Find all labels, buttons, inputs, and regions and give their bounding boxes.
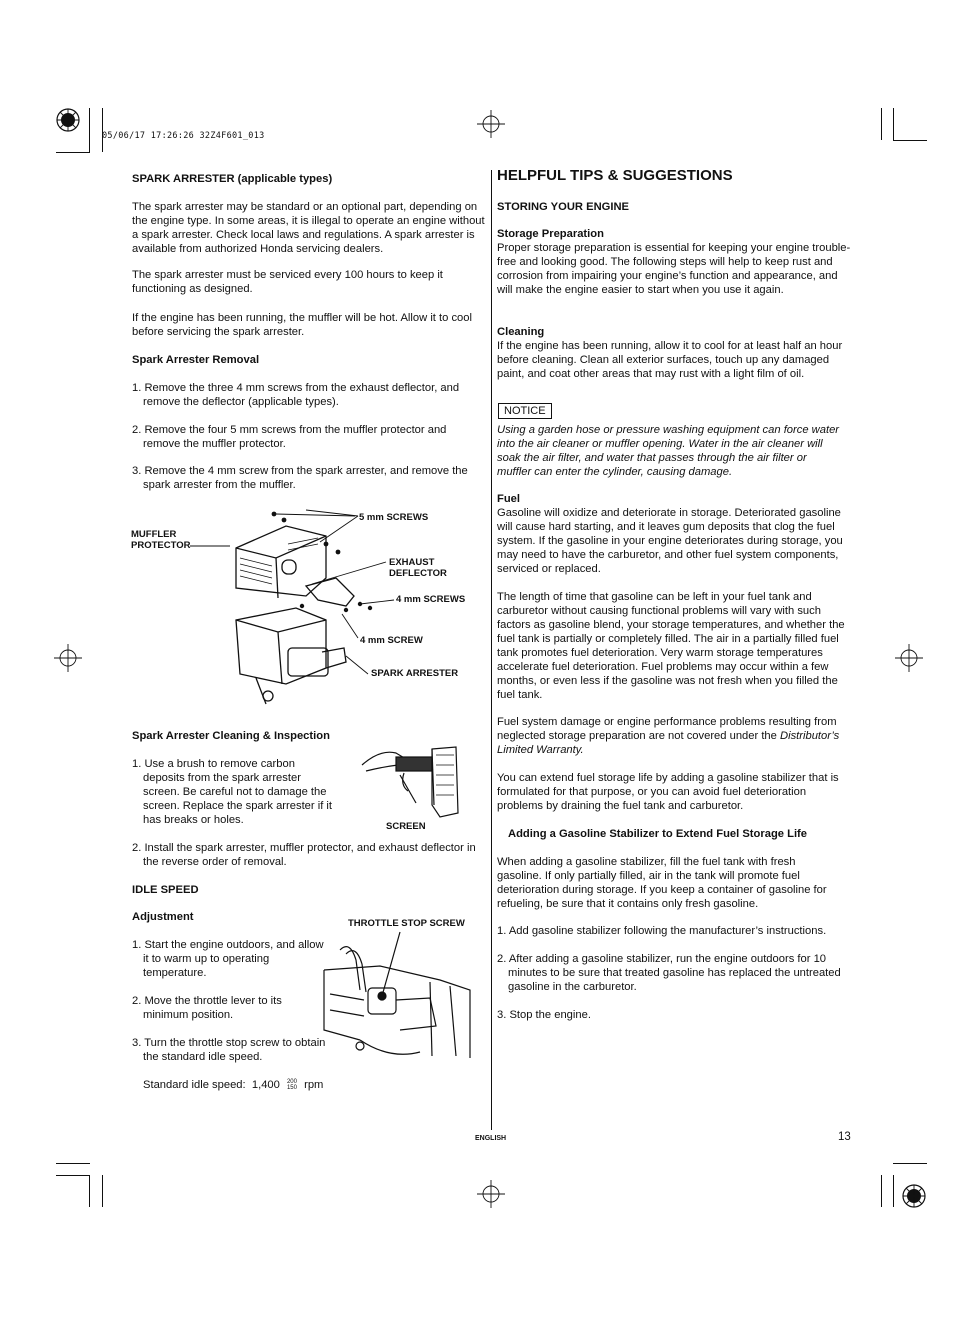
idle-tolerance-plus: 200: [286, 1079, 297, 1086]
fuel-para-1: Gasoline will oxidize and deteriorate in storage. Deteriorated gasoline will cause hard starting, and it leaves gum deposits that clog the fuel system. If the gasoline in your engine deteriorates during storage, you may need to have the carburetor, and other fuel system components, serviced or replaced.: [497, 507, 843, 575]
stabilizer-step-2: 2. After adding a gasoline stabilizer, run the engine outdoors for 10 minutes to be sure that treated gasoline has replaced the untreated gasoline in the carburetor.: [497, 953, 841, 993]
crop-mark: [56, 1175, 90, 1176]
idle-spec-label: Standard idle speed:: [143, 1079, 246, 1091]
cleaning-inspection-heading: Spark Arrester Cleaning & Inspection: [132, 730, 330, 742]
crop-mark: [56, 152, 90, 153]
page-number: 13: [838, 1131, 851, 1143]
crop-mark: [893, 1175, 894, 1207]
idle-spec-unit: rpm: [304, 1079, 324, 1091]
cleaning-step-2: 2. Install the spark arrester, muffler protector, and exhaust deflector in the reverse order of removal.: [132, 842, 476, 868]
brush-screen-illustration: [360, 745, 460, 820]
label-screen: SCREEN: [386, 821, 426, 832]
crosshair-mark-icon: [477, 1180, 505, 1208]
cleaning-heading: Cleaning: [497, 326, 545, 338]
crosshair-mark-icon: [895, 644, 923, 672]
idle-step-1: 1. Start the engine outdoors, and allow it to warm up to operating temperature.: [132, 939, 324, 979]
idle-speed-spec: [143, 1078, 323, 1092]
spark-arrester-para-1: The spark arrester may be standard or an optional part, depending on the engine type. In some areas, it is illegal to operate an engine without a spark arrester. Check local laws and regulations. A spark arrester is available from authorized Honda servicing dealers.: [132, 201, 485, 255]
sunburst-mark-icon: [56, 108, 80, 132]
crop-mark: [102, 1175, 103, 1207]
idle-tolerance: [287, 1079, 297, 1091]
notice-text: Using a garden hose or pressure washing equipment can force water into the air cleaner or muffler opening. Water in the air cleaner will soak the air filter, and water that passes through the air filter or muffler can enter the cylinder, causing damage.: [497, 424, 840, 478]
fuel-para-3-text: Fuel system damage or engine performance problems resulting from neglected storage preparation are not covered under the: [497, 716, 837, 742]
removal-step-1: 1. Remove the three 4 mm screws from the exhaust deflector, and remove the deflector (applicable types).: [132, 382, 460, 408]
label-4mm-screw: 4 mm SCREW: [360, 635, 423, 646]
adjustment-heading: Adjustment: [132, 911, 194, 923]
cleaning-step-1: 1. Use a brush to remove carbon deposits from the spark arrester screen. Be careful not to damage the screen. Replace the spark arrester if it has breaks or holes.: [132, 758, 333, 826]
carburetor-illustration: [320, 930, 475, 1060]
crop-mark: [89, 1175, 90, 1207]
label-5mm-screws: 5 mm SCREWS: [359, 512, 429, 523]
spark-arrester-para-2: The spark arrester must be serviced every 100 hours to keep it functioning as designed.: [132, 269, 443, 295]
label-throttle-stop-screw: THROTTLE STOP SCREW: [348, 918, 465, 929]
removal-step-2: 2. Remove the four 5 mm screws from the muffler protector and remove the muffler protector.: [132, 424, 447, 450]
fuel-para-4: You can extend fuel storage life by adding a gasoline stabilizer that is formulated for that purpose, or you can avoid fuel deterioration problems by draining the fuel tank and carburetor.: [497, 772, 839, 812]
crop-mark: [893, 1163, 927, 1164]
label-spark-arrester: SPARK ARRESTER: [371, 668, 459, 679]
column-divider: [491, 170, 492, 1130]
storing-heading: STORING YOUR ENGINE: [497, 201, 629, 213]
notice-badge: NOTICE: [498, 403, 552, 419]
crosshair-mark-icon: [477, 110, 505, 138]
sunburst-mark-icon: [902, 1184, 926, 1208]
fuel-heading: Fuel: [497, 493, 520, 505]
storage-prep-text: Proper storage preparation is essential for keeping your engine trouble-free and looking good. The following steps will help to keep rust and corrosion from impairing your engine’s function and appearance, and will make the engine easier to start when you use it again.: [497, 242, 851, 296]
stabilizer-text: When adding a gasoline stabilizer, fill the fuel tank with fresh gasoline. If only partially filled, air in the tank will promote fuel deterioration during storage. If you keep a container of gasoline for refueling, be sure that it contains only fresh gasoline.: [497, 856, 827, 910]
cleaning-text: If the engine has been running, allow it to cool for at least half an hour before cleaning. Clean all exterior surfaces, touch up any damaged paint, and coat other areas that may rust with a light film of oil.: [497, 340, 843, 380]
idle-step-2: 2. Move the throttle lever to its minimum position.: [132, 995, 282, 1021]
label-4mm-screws: 4 mm SCREWS: [396, 594, 466, 605]
idle-tolerance-minus: 150: [286, 1085, 297, 1092]
crosshair-mark-icon: [54, 644, 82, 672]
callout-lines-right: [306, 508, 366, 678]
removal-heading: Spark Arrester Removal: [132, 354, 260, 366]
fuel-para-3: [497, 715, 843, 757]
crop-mark: [56, 1163, 90, 1164]
spark-arrester-heading: SPARK ARRESTER (applicable types): [132, 173, 333, 185]
helpful-tips-title: HELPFUL TIPS & SUGGESTIONS: [497, 167, 733, 184]
warranty-reference: Distributor’s Limited Warranty.: [497, 730, 840, 756]
label-muffler-protector: MUFFLER PROTECTOR: [131, 529, 191, 551]
idle-spec-value: 1,400: [251, 1079, 280, 1091]
crop-mark: [881, 108, 882, 140]
language-label: ENGLISH: [475, 1135, 507, 1142]
spark-arrester-para-3: If the engine has been running, the muffler will be hot. Allow it to cool before servicing the spark arrester.: [132, 312, 472, 338]
fuel-para-2: The length of time that gasoline can be left in your fuel tank and carburetor without causing functional problems will vary with such factors as gasoline blend, your storage temperatures, and whether the fuel tank is partially or completely filled. The air in a partially filled fuel tank promotes fuel deterioration. Very warm storage temperatures accelerate fuel deterioration. Fuel problems may occur within a few months, or even less if the gasoline was not fresh when you filled the fuel tank.: [497, 591, 845, 701]
stabilizer-step-1: 1. Add gasoline stabilizer following the manufacturer’s instructions.: [497, 925, 827, 937]
crop-mark: [881, 1175, 882, 1207]
print-timestamp: 05/06/17 17:26:26 32Z4F601_013: [102, 131, 265, 141]
label-exhaust-deflector: EXHAUST DEFLECTOR: [389, 557, 447, 579]
removal-step-3: 3. Remove the 4 mm screw from the spark arrester, and remove the spark arrester from the muffler.: [132, 465, 468, 491]
crop-mark: [893, 108, 894, 140]
stabilizer-heading: Adding a Gasoline Stabilizer to Extend Fuel Storage Life: [508, 828, 807, 840]
idle-speed-heading: IDLE SPEED: [132, 884, 199, 896]
crop-mark: [893, 140, 927, 141]
crop-mark: [102, 108, 103, 152]
stabilizer-step-3: 3. Stop the engine.: [497, 1009, 591, 1021]
idle-step-3: 3. Turn the throttle stop screw to obtain the standard idle speed.: [132, 1037, 326, 1063]
storage-prep-heading: Storage Preparation: [497, 228, 604, 240]
crop-mark: [89, 108, 90, 152]
callout-lines: [190, 510, 310, 690]
